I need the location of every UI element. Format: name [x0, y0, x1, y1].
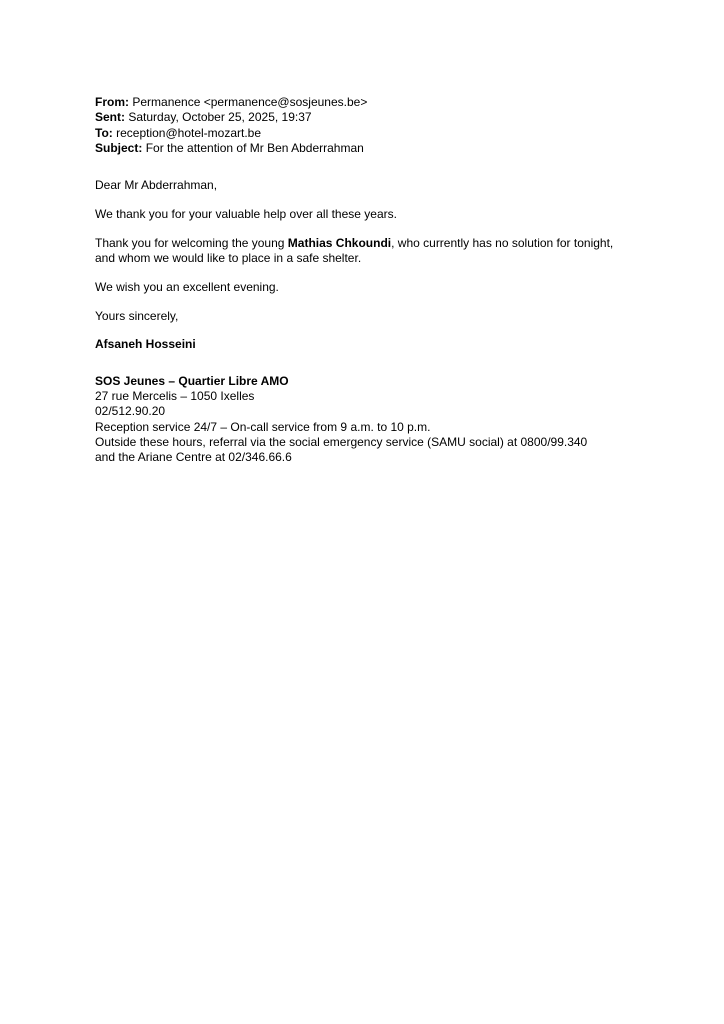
- signature-outside-hours: Outside these hours, referral via the social emergency service (SAMU social) at 0800/99.340: [95, 434, 588, 449]
- from-value: Permanence <permanence@sosjeunes.be>: [132, 95, 368, 109]
- signer-name-text: Afsaneh Hosseini: [95, 337, 196, 352]
- body-paragraph-3: We wish you an excellent evening.: [95, 279, 279, 294]
- header-subject: [95, 141, 695, 156]
- to-label: To:: [95, 125, 113, 140]
- greeting: Dear Mr Abderrahman,: [95, 178, 218, 193]
- sent-value: Saturday, October 25, 2025, 19:37: [128, 110, 312, 125]
- signature-service-hours: Reception service 24/7 – On-call service from 9 a.m. to 10 p.m.: [95, 419, 431, 434]
- email-headers: [95, 95, 695, 156]
- closing: Yours sincerely,: [95, 308, 179, 323]
- sent-label: Sent:: [95, 110, 125, 125]
- para2-after: , who currently has no solution for tonight,: [391, 235, 614, 250]
- subject-value: For the attention of Mr Ben Abderrahman: [145, 140, 364, 155]
- signature-address: 27 rue Mercelis – 1050 Ixelles: [95, 389, 255, 404]
- signature-org-text: SOS Jeunes – Quartier Libre AMO: [95, 373, 289, 388]
- signature-ariane-centre: and the Ariane Centre at 02/346.66.6: [95, 450, 292, 465]
- signature-org: [95, 374, 695, 389]
- organization-signature: [95, 374, 695, 466]
- body-paragraph-2-line-2: and whom we would like to place in a safe shelter.: [95, 251, 362, 266]
- to-value: reception@hotel-mozart.be: [116, 125, 262, 140]
- young-person-name: Mathias Chkoundi: [287, 235, 392, 250]
- subject-label: Subject:: [95, 140, 143, 155]
- body-paragraph-2-line-1: [95, 236, 695, 251]
- signature-phone: 02/512.90.20: [95, 404, 166, 419]
- header-to: [95, 126, 695, 141]
- header-from: [95, 95, 695, 110]
- signer-name: [95, 337, 695, 352]
- from-label: From:: [95, 95, 129, 109]
- body-paragraph-2: [95, 236, 695, 267]
- body-paragraph-1: We thank you for your valuable help over all these years.: [95, 206, 397, 221]
- para2-before: Thank you for welcoming the young: [95, 235, 288, 250]
- header-sent: [95, 110, 695, 125]
- email-document: [95, 95, 695, 466]
